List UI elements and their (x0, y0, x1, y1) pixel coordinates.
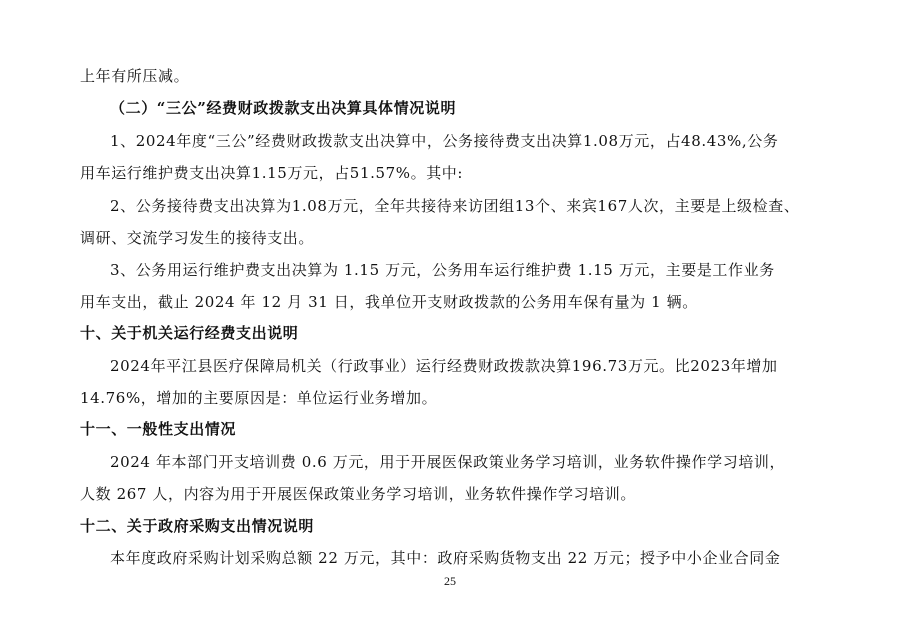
paragraph-line: 人数 267 人，内容为用于开展医保政策业务学习培训，业务软件操作学习培训。 (80, 485, 636, 503)
paragraph-line: 2024 年本部门开支培训费 0.6 万元，用于开展医保政策业务学习培训，业务软件操作学习培训， (110, 453, 786, 471)
paragraph-line: 14.76%，增加的主要原因是：单位运行业务增加。 (80, 389, 438, 407)
paragraph-line: 用车运行维护费支出决算1.15万元，占51.57%。其中: (80, 164, 464, 182)
paragraph-line: 1、2024年度“三公”经费财政拨款支出决算中，公务接待费支出决算1.08万元，占48.43%,公务 (110, 132, 779, 150)
page-number: 25 (444, 574, 456, 588)
paragraph-line: 2024年平江县医疗保障局机关（行政事业）运行经费财政拨款决算196.73万元。比2023年增加 (110, 357, 778, 375)
paragraph-line: 2、公务接待费支出决算为1.08万元，全年共接待来访团组13个、来宾167人次，主要是上级检查、 (110, 197, 800, 215)
section-heading-11: 十一、一般性支出情况 (80, 420, 237, 438)
paragraph-line: 3、公务用运行维护费支出决算为 1.15 万元，公务用车运行维护费 1.15 万元，主要是工作业务 (110, 261, 775, 279)
paragraph-line: 用车支出，截止 2024 年 12 月 31 日，我单位开支财政拨款的公务用车保有量为 1 辆。 (80, 293, 698, 311)
subsection-heading-sangong: （二）“三公”经费财政拨款支出决算具体情况说明 (110, 99, 457, 117)
paragraph-line: 本年度政府采购计划采购总额 22 万元，其中：政府采购货物支出 22 万元；授予中小企业合同金 (110, 549, 781, 567)
section-heading-10: 十、关于机关运行经费支出说明 (80, 324, 299, 342)
paragraph-continuation: 上年有所压减。 (80, 67, 190, 85)
paragraph-line: 调研、交流学习发生的接待支出。 (80, 229, 315, 247)
section-heading-12: 十二、关于政府采购支出情况说明 (80, 517, 315, 535)
